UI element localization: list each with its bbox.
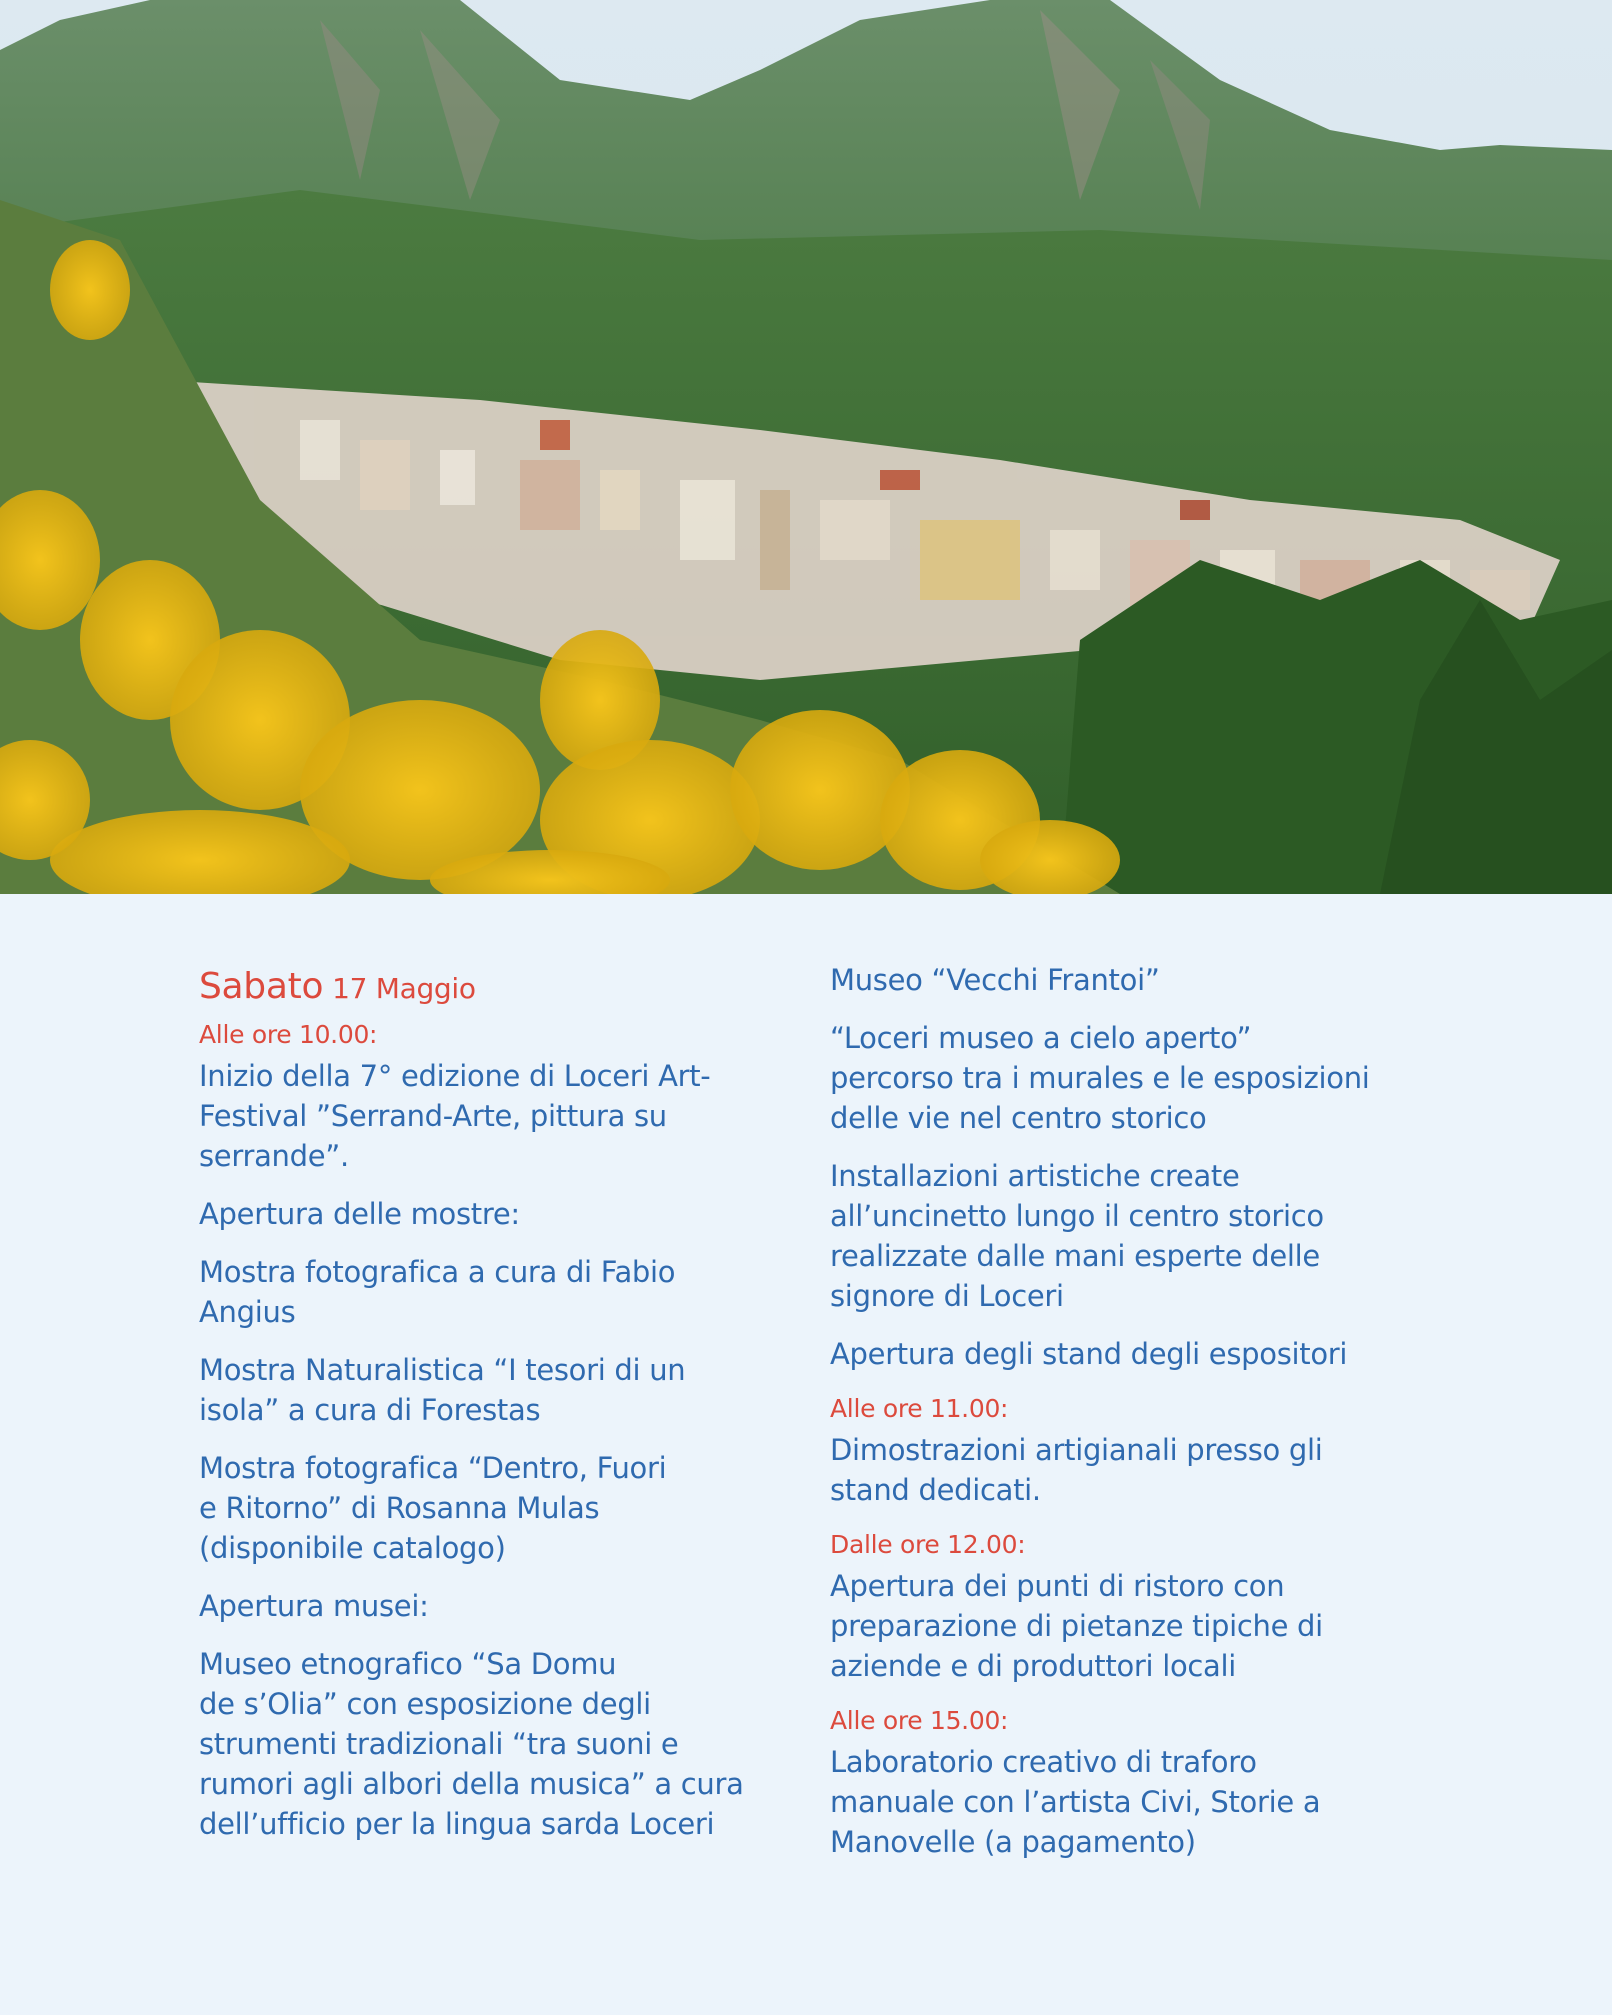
event-item: Dimostrazioni artigianali presso gli stand dedicati. <box>830 1433 1323 1507</box>
event-item: Apertura delle mostre: <box>199 1197 520 1231</box>
landscape-photo <box>0 0 1612 894</box>
program-left-column <box>199 964 799 1862</box>
event-item: Apertura dei punti di ristoro con preparazione di pietanze tipiche di aziende e di produttori locali <box>830 1569 1323 1683</box>
event-item: Museo etnografico “Sa Domu de s’Olia” con esposizione degli strumenti tradizionali “tra suoni e rumori agli albori della musica” a cura dell’ufficio per la lingua sarda Loceri <box>199 1647 744 1841</box>
program-section <box>0 894 1612 2015</box>
event-item: Mostra fotografica “Dentro, Fuori e Ritorno” di Rosanna Mulas (disponibile catalogo) <box>199 1451 667 1565</box>
event-item: Inizio della 7° edizione di Loceri Art- Festival ”Serrand-Arte, pittura su serrande”. <box>199 1059 711 1173</box>
event-item: Apertura degli stand degli espositori <box>830 1337 1348 1371</box>
day-heading <box>199 964 799 1012</box>
time-label: Dalle ore 12.00: <box>830 1530 1026 1559</box>
event-item: Mostra Naturalistica “I tesori di un isola” a cura di Forestas <box>199 1353 686 1427</box>
event-item: Installazioni artistiche create all’uncinetto lungo il centro storico realizzate dalle mani esperte delle signore di Loceri <box>830 1159 1324 1313</box>
program-right-column <box>830 960 1430 1880</box>
right-event-list <box>830 960 1430 1862</box>
event-item: Apertura musei: <box>199 1589 429 1623</box>
event-item: “Loceri museo a cielo aperto” percorso tra i murales e le esposizioni delle vie nel centro storico <box>830 1021 1370 1135</box>
event-item: Mostra fotografica a cura di Fabio Angius <box>199 1255 676 1329</box>
day-date: 17 Maggio <box>332 972 476 1005</box>
day-name: Sabato <box>199 966 324 1007</box>
left-event-list <box>199 1018 799 1844</box>
landscape-illustration <box>0 0 1612 894</box>
time-label: Alle ore 15.00: <box>830 1706 1009 1735</box>
event-item: Museo “Vecchi Frantoi” <box>830 963 1160 997</box>
event-item: Laboratorio creativo di traforo manuale con l’artista Civi, Storie a Manovelle (a pagamento) <box>830 1745 1321 1859</box>
time-label: Alle ore 11.00: <box>830 1394 1009 1423</box>
time-label: Alle ore 10.00: <box>199 1020 378 1049</box>
